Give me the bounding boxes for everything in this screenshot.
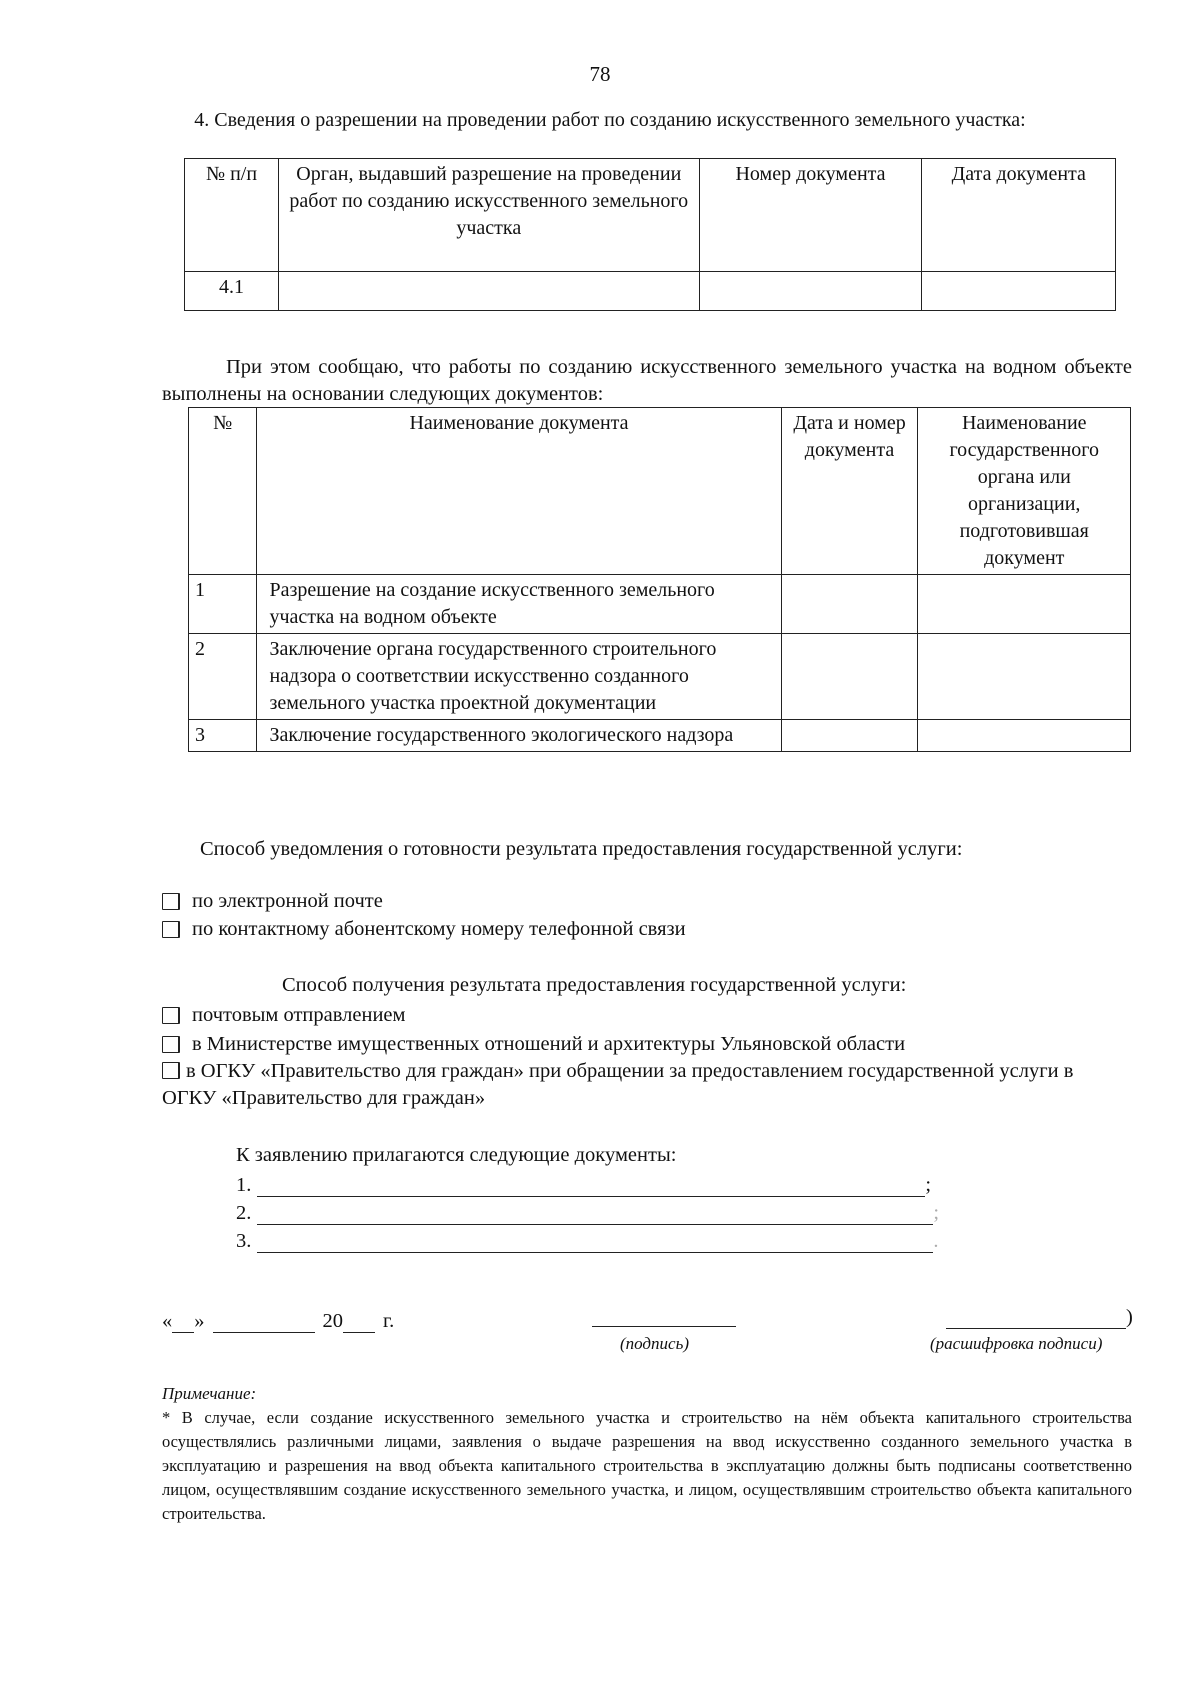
- signature-line[interactable]: [592, 1326, 736, 1327]
- page-number: 78: [589, 62, 611, 86]
- cell-authority[interactable]: [279, 272, 699, 311]
- receipt-option-ogku[interactable]: [162, 1058, 1130, 1112]
- attachment-input-line[interactable]: [257, 1176, 925, 1197]
- cell-organization[interactable]: [918, 634, 1131, 720]
- cell-doc-date-number[interactable]: [781, 720, 918, 752]
- attachment-end-mark: .: [933, 1230, 939, 1252]
- name-paren-close: ): [1126, 1306, 1133, 1328]
- cell-row-number: 2: [189, 634, 257, 720]
- table-header-row: [185, 159, 1116, 272]
- checkbox-icon[interactable]: [162, 1007, 180, 1024]
- table-row: [189, 634, 1131, 720]
- attachment-input-line[interactable]: [257, 1204, 933, 1225]
- attachment-line-2[interactable]: [236, 1202, 939, 1225]
- name-caption: (расшифровка подписи): [930, 1334, 1103, 1353]
- note-title: Примечание:: [162, 1384, 257, 1403]
- note-text: * В случае, если создание искусственного земельного участка и строительство на нём объекта капитального строительства осуществлялись различными лицами, заявления о выдаче разрешения на ввод искусственно созданного земельного участка в эксплуатацию и разрешения на ввод объекта капитального строительства в эксплуатацию должны быть подписаны соответственно лицом, осуществлявшим создание искусственного земельного участка, и лицом, осуществлявшим строительство объекта капитального строительства.: [162, 1408, 1132, 1523]
- header-cell-organization: Наименование государственного органа или организации, подготовившая документ: [918, 408, 1131, 575]
- table-header-row: [189, 408, 1131, 575]
- notification-option-email[interactable]: [162, 890, 383, 913]
- cell-doc-name: Заключение государственного экологического надзора: [257, 720, 781, 752]
- attachment-number: 2.: [236, 1202, 252, 1224]
- option-label: в Министерстве имущественных отношений и архитектуры Ульяновской области: [192, 1033, 906, 1055]
- attachment-input-line[interactable]: [257, 1232, 933, 1253]
- section-4-title: 4. Сведения о разрешении на проведении работ по созданию искусственного земельного участка:: [194, 109, 1026, 131]
- attachment-end-mark: ;: [925, 1174, 932, 1196]
- signature-caption: (подпись): [620, 1334, 689, 1353]
- attachment-end-mark: ;: [933, 1202, 940, 1224]
- year-suffix: г.: [383, 1310, 395, 1332]
- cell-doc-name: Разрешение на создание искусственного земельного участка на водном объекте: [257, 575, 781, 634]
- cell-doc-date-number[interactable]: [781, 575, 918, 634]
- attachment-line-3[interactable]: [236, 1230, 939, 1253]
- documents-table: [188, 407, 1131, 752]
- cell-organization[interactable]: [918, 575, 1131, 634]
- checkbox-icon[interactable]: [162, 921, 180, 938]
- checkbox-icon[interactable]: [162, 1036, 180, 1053]
- permit-table: [184, 158, 1116, 311]
- header-cell-doc-number: Номер документа: [699, 159, 922, 272]
- header-cell-number: № п/п: [185, 159, 279, 272]
- option-label: по электронной почте: [192, 890, 383, 912]
- cell-row-number: 4.1: [185, 272, 279, 311]
- works-basis-paragraph: При этом сообщаю, что работы по созданию искусственного земельного участка на водном объекте выполнены на основании следующих документов:: [162, 356, 1132, 405]
- receipt-option-mail[interactable]: [162, 1004, 406, 1027]
- cell-row-number: 3: [189, 720, 257, 752]
- notification-title: Способ уведомления о готовности результата предоставления государственной услуги:: [200, 838, 963, 860]
- header-cell-doc-date: Дата документа: [922, 159, 1116, 272]
- table-row: [189, 575, 1131, 634]
- receipt-option-ministry[interactable]: [162, 1033, 905, 1056]
- year-input-line[interactable]: [343, 1312, 375, 1333]
- month-input-line[interactable]: [213, 1312, 315, 1333]
- option-label: по контактному абонентскому номеру телефонной связи: [192, 918, 686, 940]
- attachment-number: 1.: [236, 1174, 252, 1196]
- date-quote-close: »: [194, 1310, 205, 1332]
- header-cell-authority: Орган, выдавший разрешение на проведении работ по созданию искусственного земельного участка: [279, 159, 699, 272]
- header-cell-number: №: [189, 408, 257, 575]
- cell-organization[interactable]: [918, 720, 1131, 752]
- option-label: в ОГКУ «Правительство для граждан» при обращении за предоставлением государственной услуги в ОГКУ «Правительство для граждан»: [162, 1060, 1074, 1109]
- header-cell-doc-date-number: Дата и номер документа: [781, 408, 918, 575]
- table-row: [185, 272, 1116, 311]
- date-quote-open: «: [162, 1310, 173, 1332]
- date-field[interactable]: [162, 1310, 394, 1333]
- cell-doc-date[interactable]: [922, 272, 1116, 311]
- attachment-number: 3.: [236, 1230, 252, 1252]
- receipt-title: Способ получения результата предоставления государственной услуги:: [282, 974, 907, 996]
- option-label: почтовым отправлением: [192, 1004, 406, 1026]
- table-row: [189, 720, 1131, 752]
- cell-doc-number[interactable]: [699, 272, 922, 311]
- name-input-line[interactable]: [946, 1308, 1126, 1329]
- attachments-title: К заявлению прилагаются следующие документы:: [236, 1144, 677, 1166]
- cell-row-number: 1: [189, 575, 257, 634]
- name-field[interactable]: [946, 1306, 1133, 1329]
- attachment-line-1[interactable]: [236, 1174, 931, 1197]
- year-prefix: 20: [322, 1310, 343, 1332]
- checkbox-icon[interactable]: [162, 893, 180, 910]
- header-cell-doc-name: Наименование документа: [257, 408, 781, 575]
- notification-option-phone[interactable]: [162, 918, 686, 941]
- cell-doc-name: Заключение органа государственного строительного надзора о соответствии искусственно созданного земельного участка проектной документации: [257, 634, 781, 720]
- checkbox-icon[interactable]: [162, 1062, 180, 1079]
- day-input-line[interactable]: [172, 1312, 194, 1333]
- cell-doc-date-number[interactable]: [781, 634, 918, 720]
